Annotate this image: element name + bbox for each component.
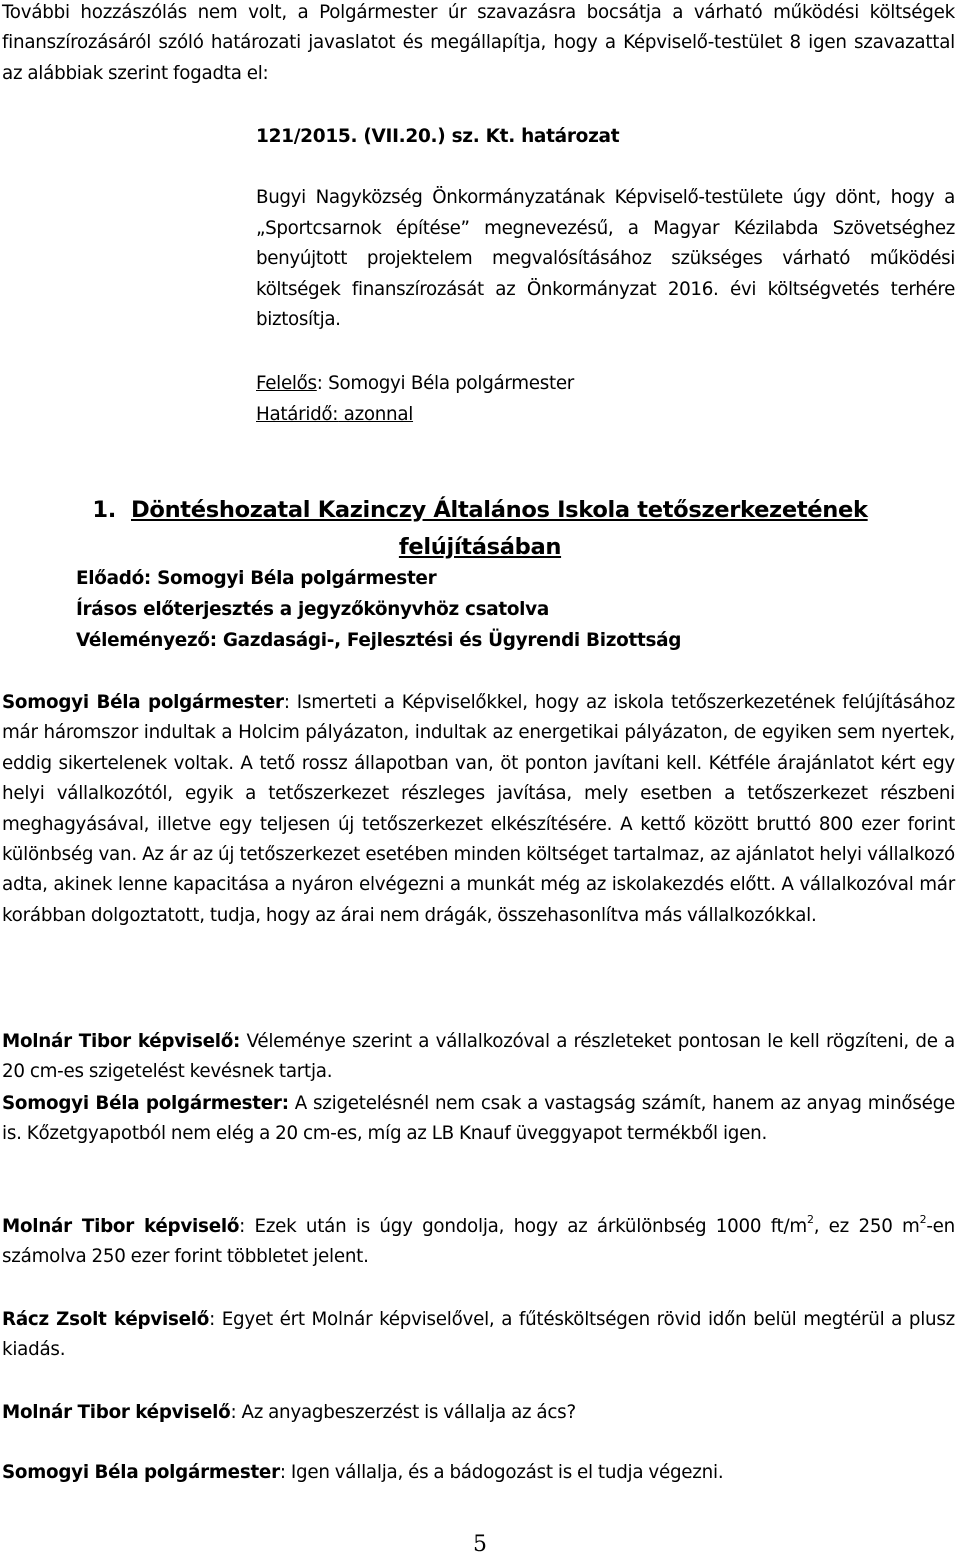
speech-3-speaker: Somogyi Béla polgármester: <box>2 1093 289 1114</box>
speech-5 <box>2 1305 955 1366</box>
speech-4-text-c: -en számolva 250 ezer forint többletet jelent. <box>2 1216 956 1268</box>
speech-6-text: Az anyagbeszerzést is vállalja az ács? <box>241 1402 576 1423</box>
deadline-label: Határidő: <box>256 404 339 425</box>
speech-6-speaker: Molnár Tibor képviselő <box>2 1402 231 1423</box>
agenda-number: 1. <box>92 497 116 523</box>
agenda-presenter: Előadó: Somogyi Béla polgármester <box>76 568 437 589</box>
speech-6 <box>2 1398 955 1428</box>
resolution-title: 121/2015. (VII.20.) sz. Kt. határozat <box>256 126 620 147</box>
speech-4-sep: : <box>239 1216 255 1237</box>
agenda-title-first: Döntéshozatal Kazinczy Általános Iskola tetőszerkezetének <box>131 497 868 523</box>
speech-7-text: Igen vállalja, és a bádogozást is el tudja végezni. <box>290 1462 724 1483</box>
speech-7-sep: : <box>279 1462 291 1483</box>
speech-5-speaker: Rácz Zsolt képviselő <box>2 1309 210 1330</box>
speech-2-speaker: Molnár Tibor képviselő: <box>2 1031 241 1052</box>
speech-7 <box>2 1458 955 1488</box>
agenda-attachment: Írásos előterjesztés a jegyzőkönyvhöz csatolva <box>76 599 549 620</box>
speech-1 <box>2 688 955 931</box>
responsible-line <box>256 369 574 399</box>
speech-3 <box>2 1089 955 1150</box>
speech-4-text-b: , ez 250 m <box>813 1216 920 1237</box>
superscript-2: 2 <box>919 1212 927 1226</box>
deadline-value: azonnal <box>338 404 414 425</box>
intro-paragraph: További hozzászólás nem volt, a Polgármester úr szavazásra bocsátja a várható működési költségek finanszírozásáról szóló határozati javaslatot és megállapítja, hogy a Képviselő-testület 8 igen szavazattal az alábbiak szerint fogadta el: <box>2 2 955 84</box>
agenda-title-line2: felújításában <box>398 534 562 560</box>
speech-1-text: Ismerteti a Képviselőkkel, hogy az iskola tetőszerkezetének felújításához már háromszor indultak a Holcim pályázaton, indultak az energetikai pályázaton, de egyiken sem nyertek, eddig sikertelenek voltak. A tető rossz állapotban van, öt ponton javítani kell. Kétféle árajánlatot kért egy helyi vállalkozótól, egyik a tetőszerkezet részleges javítása, mely esetben a tetőszerkezet részbeni meghagyásával, illetve egy teljesen új tetőszerkezet elkészítésére. A kettő között bruttó 800 ezer forint különbség van. Az ár az új tetőszerkezet esetében minden költséget tartalmaz, az ajánlatot helyi vállalkozó adta, akinek lenne kapacitása a nyáron elvégezni a munkát még az iskolakezdés előtt. A vállalkozóval már korábban dolgoztatott, tudja, hogy az árai nem drágák, összehasonlítva más vállalkozókkal. <box>2 692 955 926</box>
agenda-title-line1 <box>0 492 960 529</box>
deadline-line <box>256 400 413 430</box>
agenda-reviewer: Véleményező: Gazdasági-, Fejlesztési és Ügyrendi Bizottság <box>76 630 682 651</box>
speech-3-text: A szigetelésnél nem csak a vastagság számít, hanem az anyag minősége is. Kőzetgyapotból nem elég a 20 cm-es, míg az LB Knauf üveggyapot termékből igen. <box>2 1093 955 1145</box>
speech-2-text: Véleménye szerint a vállalkozóval a részleteket pontosan le kell rögzíteni, de a 20 cm-es szigetelést kevésnek tartja. <box>2 1031 956 1083</box>
speech-4 <box>2 1212 955 1273</box>
superscript-2: 2 <box>806 1212 814 1226</box>
agenda-heading <box>0 492 960 566</box>
speech-1-speaker: Somogyi Béla polgármester <box>2 692 284 713</box>
speech-4-speaker: Molnár Tibor képviselő <box>2 1216 240 1237</box>
speech-7-speaker: Somogyi Béla polgármester <box>2 1462 280 1483</box>
speech-4-text-a: Ezek után is úgy gondolja, hogy az árkülönbség 1000 ft/m <box>254 1216 807 1237</box>
responsible-label: Felelős <box>256 373 317 394</box>
responsible-value: : Somogyi Béla polgármester <box>316 373 575 394</box>
speech-6-sep: : <box>230 1402 242 1423</box>
speech-1-sep: : <box>283 692 297 713</box>
speech-5-text: Egyet ért Molnár képviselővel, a fűtésköltségen rövid időn belül megtérül a plusz kiadás. <box>2 1309 955 1361</box>
speech-5-sep: : <box>209 1309 222 1330</box>
resolution-body: Bugyi Nagyközség Önkormányzatának Képviselő-testülete úgy dönt, hogy a „Sportcsarnok építése” megnevezésű, a Magyar Kézilabda Szövetséghez benyújtott projektelem megvalósításához szükséges várható működési költségek finanszírozását az Önkormányzat 2016. évi költségvetés terhére biztosítja. <box>256 187 955 331</box>
page-number: 5 <box>473 1532 487 1557</box>
speech-2 <box>2 1027 955 1088</box>
